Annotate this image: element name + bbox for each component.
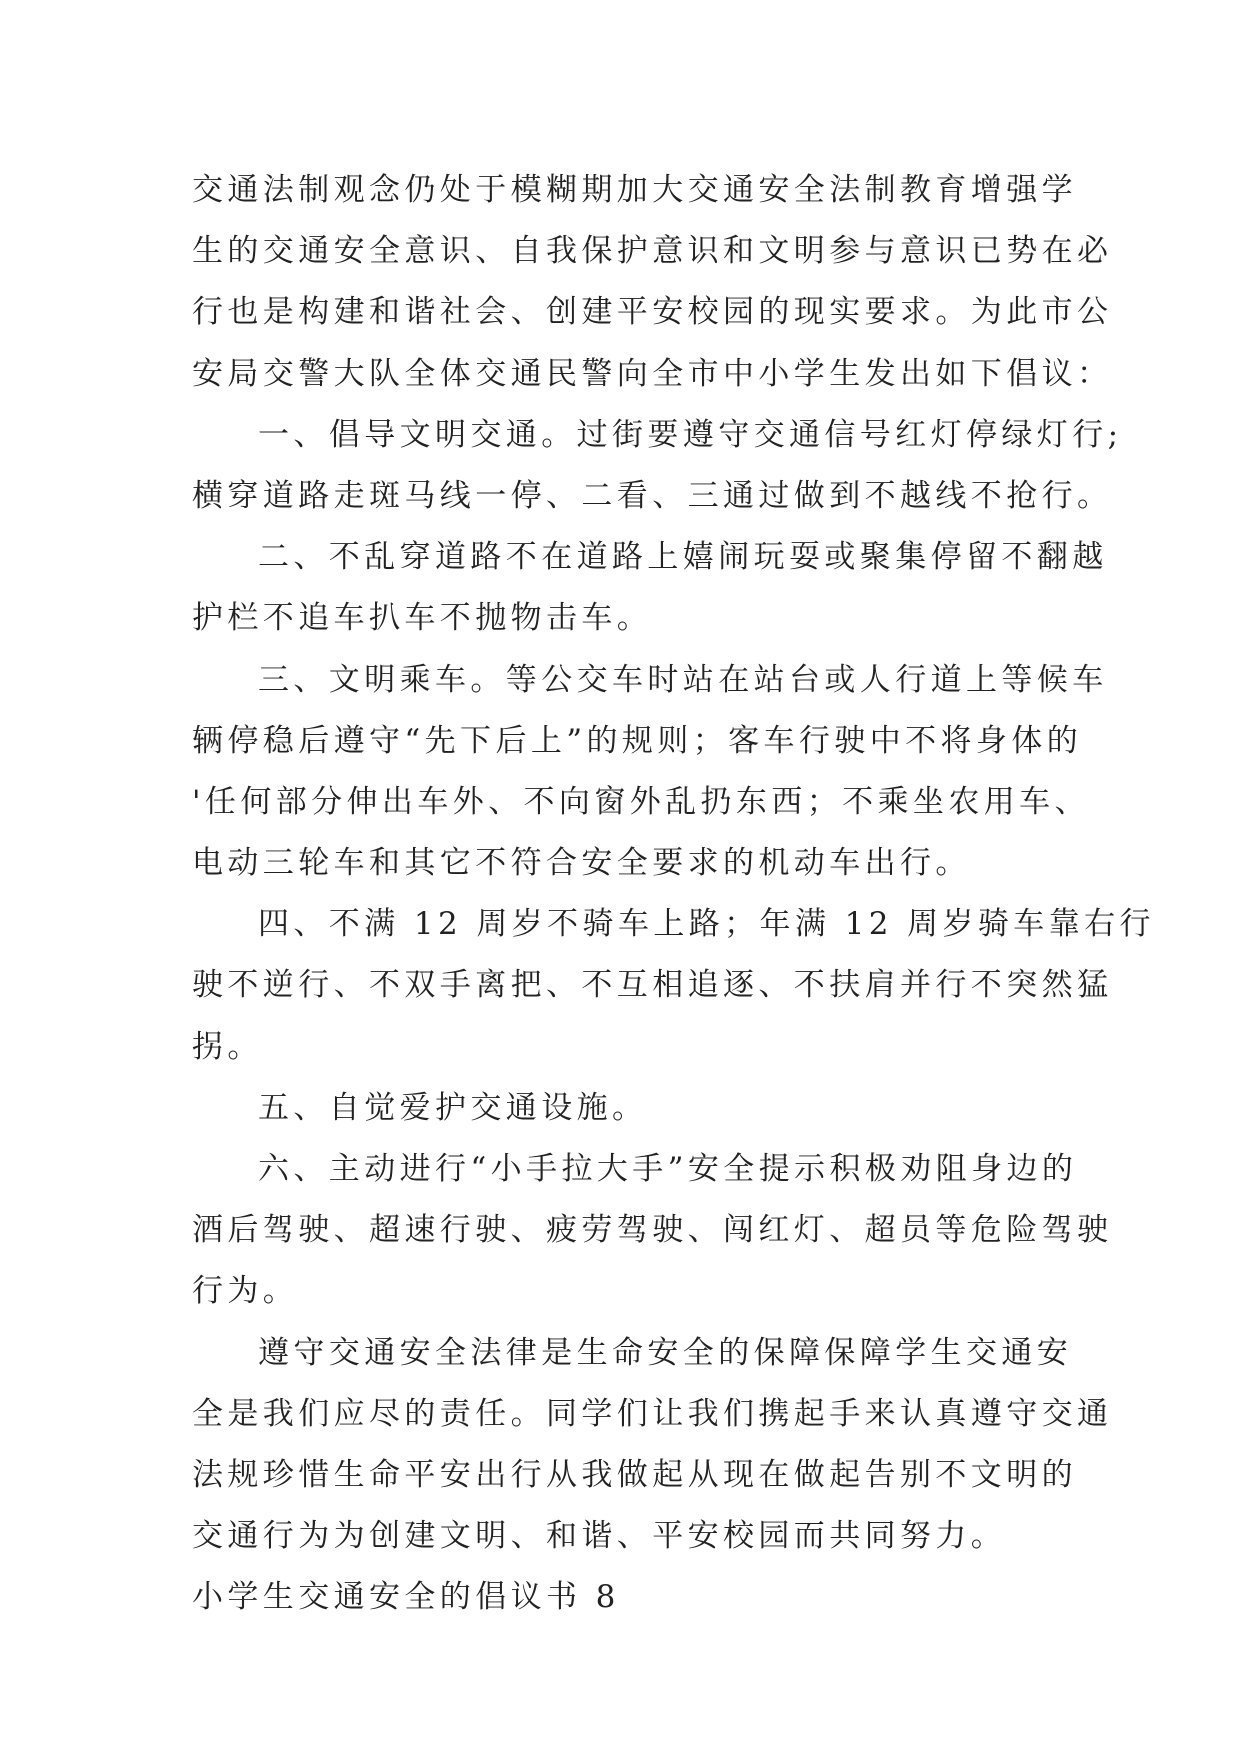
text-line: 辆停稳后遵守“先下后上”的规则；客车行驶中不将身体的 <box>192 722 1083 759</box>
text-line: 遵守交通安全法律是生命安全的保障保障学生交通安 <box>258 1334 1073 1371</box>
text-line: 交通行为为创建文明、和谐、平安校园而共同努力。 <box>192 1518 1007 1555</box>
text-line: 安局交警大队全体交通民警向全市中小学生发出如下倡议： <box>192 355 1113 392</box>
text-line: 一、倡导文明交通。过街要遵守交通信号红灯停绿灯行; <box>258 416 1123 453</box>
text-line: 电动三轮车和其它不符合安全要求的机动车出行。 <box>192 845 971 882</box>
text-line: 法规珍惜生命平安出行从我做起从现在做起告别不文明的 <box>192 1456 1077 1493</box>
text-line: 横穿道路走斑马线一停、二看、三通过做到不越线不抢行。 <box>192 477 1113 514</box>
text-line: 三、文明乘车。等公交车时站在站台或人行道上等候车 <box>258 661 1108 698</box>
text-line: 行也是构建和谐社会、创建平安校园的现实要求。为此市公 <box>192 294 1113 331</box>
text-line: 交通法制观念仍处于模糊期加大交通安全法制教育增强学 <box>192 172 1077 208</box>
text-line: 二、不乱穿道路不在道路上嬉闹玩耍或聚集停留不翻越 <box>258 539 1108 576</box>
text-line: 护栏不追车扒车不抛物击车。 <box>192 600 653 637</box>
text-line: 四、不满 12 周岁不骑车上路；年满 12 周岁骑车靠右行 <box>258 906 1155 943</box>
text-line: 驶不逆行、不双手离把、不互相追逐、不扶肩并行不突然猛 <box>192 967 1113 1004</box>
text-line: 行为。 <box>192 1273 299 1310</box>
text-line: 五、自觉爱护交通设施。 <box>258 1089 648 1126</box>
text-line: 全是我们应尽的责任。同学们让我们携起手来认真遵守交通 <box>192 1395 1113 1432</box>
text-line: 拐。 <box>192 1028 263 1065</box>
document-body <box>192 160 1155 1629</box>
text-line: 酒后驾驶、超速行驶、疲劳驾驶、闯红灯、超员等危险驾驶 <box>192 1212 1113 1249</box>
text-line: 生的交通安全意识、自我保护意识和文明参与意识已势在必 <box>192 233 1113 270</box>
text-line: 小学生交通安全的倡议书 8 <box>192 1579 620 1616</box>
text-line: '任何部分伸出车外、不向窗外乱扔东西；不乘坐农用车、 <box>192 783 1090 820</box>
text-line: 六、主动进行“小手拉大手”安全提示积极劝阻身边的 <box>258 1151 1078 1187</box>
